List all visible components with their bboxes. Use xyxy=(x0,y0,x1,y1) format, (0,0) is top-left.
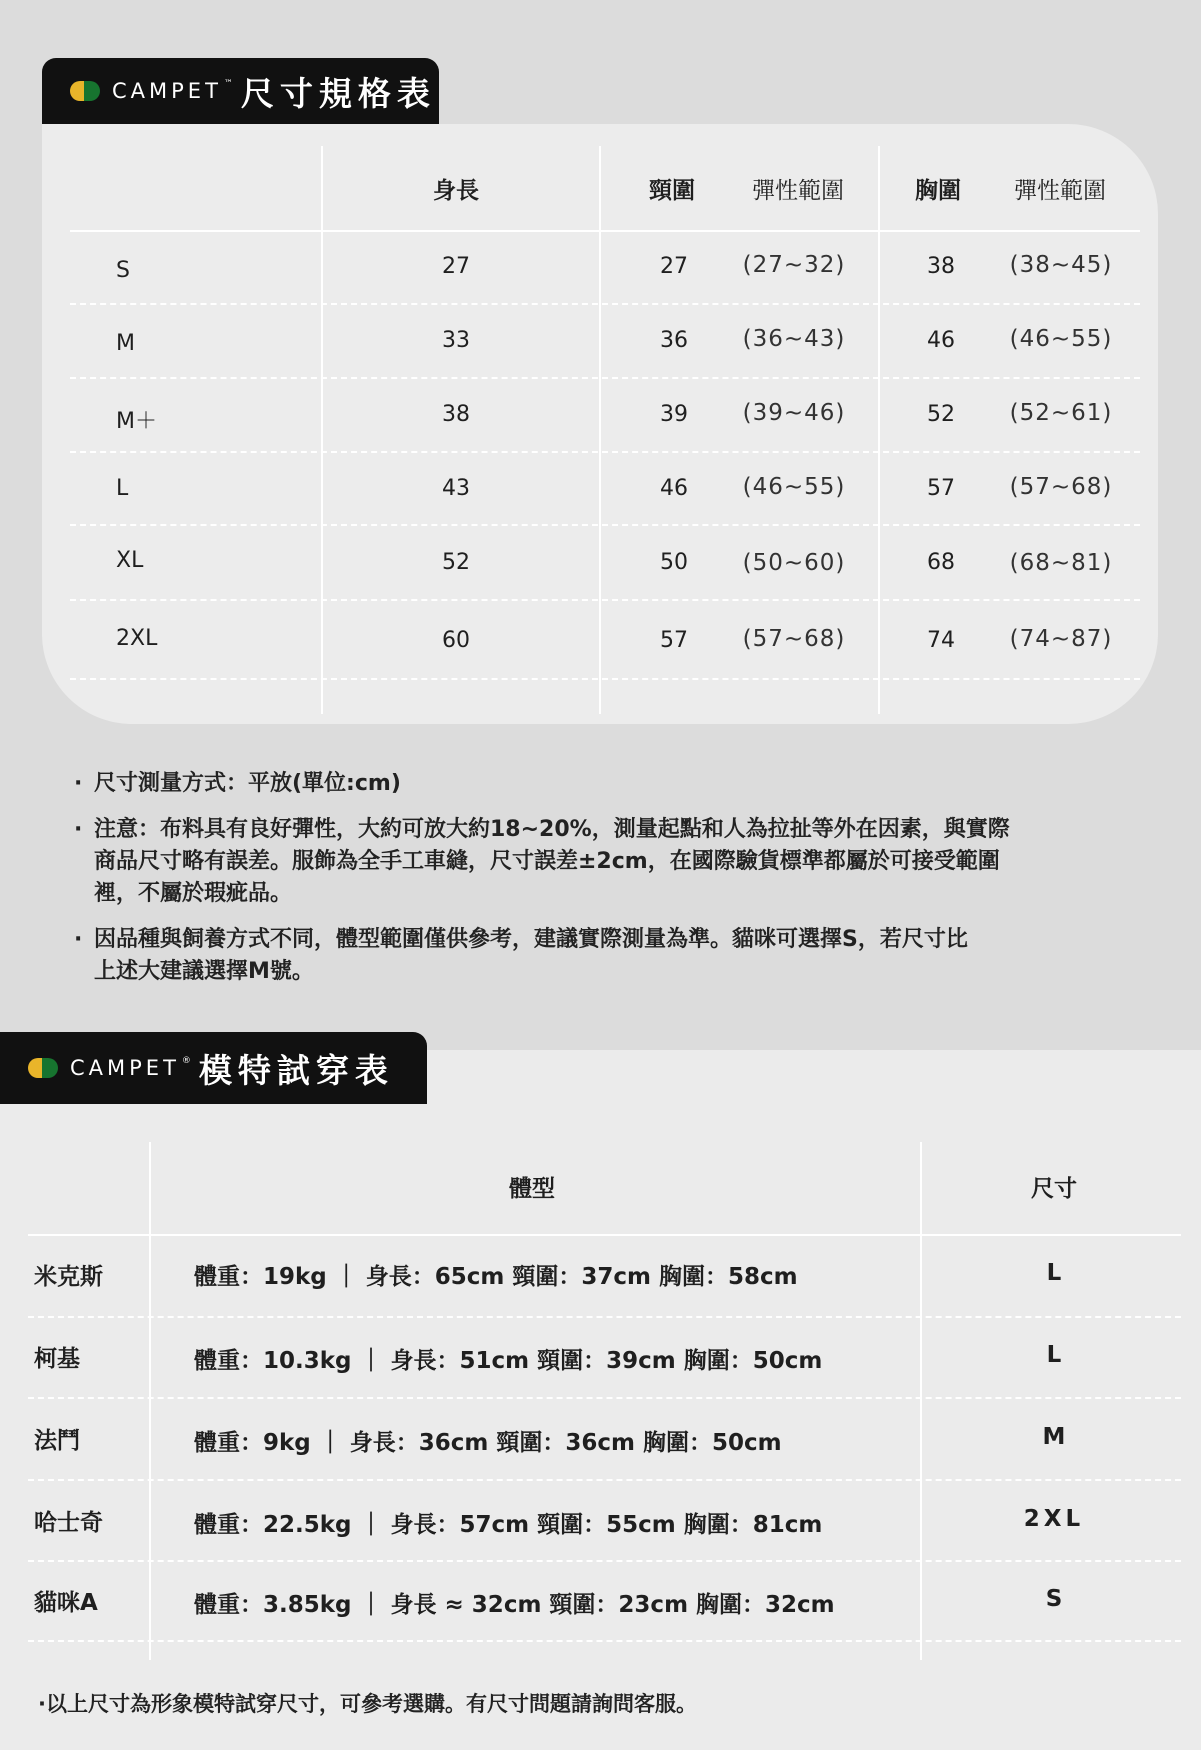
grid-line xyxy=(70,230,1140,232)
length-value: 43 xyxy=(442,476,470,501)
header-body: 體型 xyxy=(509,1176,555,1202)
grid-line xyxy=(28,1397,1181,1399)
note-bullet: · xyxy=(74,817,83,842)
note-bullet: · xyxy=(74,771,83,796)
grid-line xyxy=(70,599,1140,601)
neck-range-value: (46~55) xyxy=(742,474,846,500)
campet-logo-icon xyxy=(70,81,100,101)
model-size: M xyxy=(1042,1424,1066,1450)
model-name: 米克斯 xyxy=(34,1264,103,1290)
note-text: 上述大建議選擇M號。 xyxy=(94,959,314,984)
grid-line xyxy=(70,524,1140,526)
model-body: 體重：9kg ｜ 身長：36cm 頸圍：36cm 胸圍：50cm xyxy=(194,1430,782,1456)
chest-range-value: (38~45) xyxy=(1009,252,1113,278)
grid-line xyxy=(28,1560,1181,1562)
neck-value: 57 xyxy=(660,628,688,653)
length-value: 52 xyxy=(442,550,470,575)
chest-value: 68 xyxy=(927,550,955,575)
chest-value: 57 xyxy=(927,476,955,501)
length-value: 60 xyxy=(442,628,470,653)
chest-value: 74 xyxy=(927,628,955,653)
size-chart-title: 尺寸規格表 xyxy=(240,73,436,113)
size-notes xyxy=(74,768,1134,1002)
grid-line xyxy=(70,303,1140,305)
grid-line xyxy=(70,377,1140,379)
model-footnote: ·以上尺寸為形象模特試穿尺寸，可參考選購。有尺寸問題請詢問客服。 xyxy=(38,1692,697,1716)
grid-line xyxy=(28,1316,1181,1318)
model-size: S xyxy=(1045,1586,1063,1612)
header-size: 尺寸 xyxy=(1031,1176,1077,1202)
model-name: 哈士奇 xyxy=(34,1510,103,1536)
neck-range-value: (36~43) xyxy=(742,326,846,352)
brand-name: CAMPET ™ xyxy=(112,79,233,103)
model-body: 體重：22.5kg ｜ 身長：57cm 頸圍：55cm 胸圍：81cm xyxy=(194,1512,823,1538)
grid-line xyxy=(28,1640,1181,1642)
size-label: L xyxy=(116,476,129,501)
header-neck-range: 彈性範圍 xyxy=(752,178,844,204)
neck-range-value: (50~60) xyxy=(742,550,846,576)
model-chart-title: 模特試穿表 xyxy=(198,1050,394,1090)
model-body: 體重：19kg ｜ 身長：65cm 頸圍：37cm 胸圍：58cm xyxy=(194,1264,798,1290)
header-body-length: 身長 xyxy=(433,178,479,204)
neck-value: 46 xyxy=(660,476,688,501)
length-value: 33 xyxy=(442,328,470,353)
neck-range-value: (39~46) xyxy=(742,400,846,426)
size-chart-tab xyxy=(42,58,439,124)
neck-range-value: (57~68) xyxy=(742,626,846,652)
model-name: 貓咪A xyxy=(34,1590,98,1616)
size-label: M xyxy=(116,331,135,356)
grid-line xyxy=(70,678,1140,680)
note-measure xyxy=(74,768,1134,800)
neck-value: 50 xyxy=(660,550,688,575)
model-size: L xyxy=(1046,1260,1062,1286)
note-bullet: · xyxy=(74,927,83,952)
note-text: 尺寸測量方式：平放(單位:cm) xyxy=(94,771,401,796)
size-label: S xyxy=(116,258,130,283)
note-text: 因品種與飼養方式不同，體型範圍僅供參考，建議實際測量為準。貓咪可選擇S，若尺寸比 xyxy=(94,927,968,952)
model-size: 2XL xyxy=(1023,1506,1085,1532)
grid-line xyxy=(70,451,1140,453)
neck-range-value: (27~32) xyxy=(742,252,846,278)
header-chest-range: 彈性範圍 xyxy=(1014,178,1106,204)
model-chart-section xyxy=(0,1050,1201,1750)
size-label: 2XL xyxy=(116,626,158,651)
header-chest: 胸圍 xyxy=(915,178,961,204)
length-value: 27 xyxy=(442,254,470,279)
chest-value: 52 xyxy=(927,402,955,427)
note-text: 商品尺寸略有誤差。服飾為全手工車縫，尺寸誤差±2cm，在國際驗貨標準都屬於可接受範圍 xyxy=(94,849,1000,874)
grid-line xyxy=(920,1142,922,1660)
note-text: 裡，不屬於瑕疵品。 xyxy=(94,881,293,906)
grid-line xyxy=(28,1234,1181,1236)
brand-name: CAMPET ® xyxy=(70,1056,191,1080)
size-label: M＋ xyxy=(116,409,157,434)
chest-range-value: (68~81) xyxy=(1009,550,1113,576)
chest-range-value: (57~68) xyxy=(1009,474,1113,500)
note-elastic xyxy=(74,814,1134,910)
chest-value: 38 xyxy=(927,254,955,279)
neck-value: 27 xyxy=(660,254,688,279)
note-text: 注意：布料具有良好彈性，大約可放大約18~20%，測量起點和人為拉扯等外在因素，與實際 xyxy=(94,817,1010,842)
model-chart-tab xyxy=(0,1032,427,1104)
neck-value: 36 xyxy=(660,328,688,353)
chest-range-value: (52~61) xyxy=(1009,400,1113,426)
model-body: 體重：3.85kg ｜ 身長 ≈ 32cm 頸圍：23cm 胸圍：32cm xyxy=(194,1592,835,1618)
model-body: 體重：10.3kg ｜ 身長：51cm 頸圍：39cm 胸圍：50cm xyxy=(194,1348,823,1374)
header-neck: 頸圍 xyxy=(649,178,695,204)
grid-line xyxy=(149,1142,151,1660)
grid-line xyxy=(28,1479,1181,1481)
note-breed xyxy=(74,924,1134,988)
chest-value: 46 xyxy=(927,328,955,353)
size-label: XL xyxy=(116,548,144,573)
chest-range-value: (46~55) xyxy=(1009,326,1113,352)
model-name: 法鬥 xyxy=(34,1428,80,1454)
campet-logo-icon xyxy=(28,1058,58,1078)
chest-range-value: (74~87) xyxy=(1009,626,1113,652)
neck-value: 39 xyxy=(660,402,688,427)
model-size: L xyxy=(1046,1342,1062,1368)
model-name: 柯基 xyxy=(34,1346,80,1372)
length-value: 38 xyxy=(442,402,470,427)
